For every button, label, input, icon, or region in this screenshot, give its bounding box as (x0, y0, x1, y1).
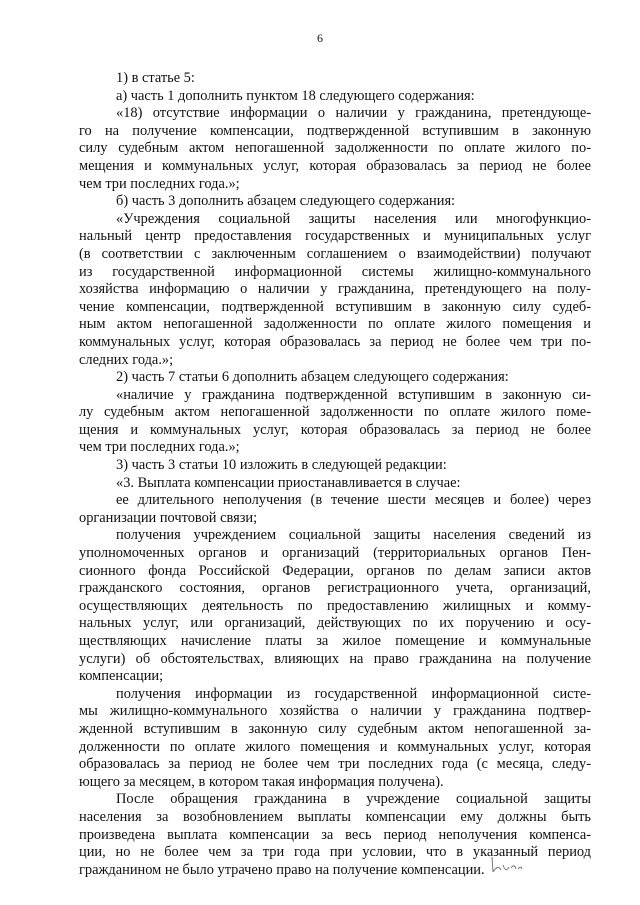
text-line: получения учреждением социальной защиты населения сведений из (116, 527, 591, 544)
text-line: получения информации из государственной информационной систе- (116, 685, 591, 702)
text-line: го на получение компенсации, подтвержденной вступившим в законную (79, 122, 591, 139)
text-line: «Учреждения социальной защиты населения или многофункцио- (116, 210, 591, 227)
text-line: лу судебным актом непогашенной задолженности по оплате жилого поме- (79, 404, 591, 421)
text-line: силу судебным актом непогашенной задолженности по оплате жилого по- (79, 140, 591, 157)
text-line: мы жилищно-коммунального хозяйства о наличии у гражданина подтвер- (79, 703, 591, 720)
text-line: ее длительного неполучения (в течение шести месяцев и более) через (116, 492, 591, 509)
text-line: из государственной информационной системы жилищно-коммунального (79, 263, 591, 280)
text-line: осуществляющих деятельность по предоставлению жилищных и комму- (79, 597, 591, 614)
text-line: жденной вступившим в законную силу судебным актом непогашенной за- (79, 720, 591, 737)
text-line: произведена выплата компенсации за весь период неполучения компенса- (79, 826, 591, 843)
text-line: гражданином не было утрачено право на получение компенсации. (79, 861, 485, 878)
text-line: После обращения гражданина в учреждение социальной защиты (116, 791, 591, 808)
text-line: сионного фонда Российской Федерации, органов по делам записи актов (79, 562, 591, 579)
text-line: б) часть 3 дополнить абзацем следующего содержания: (116, 193, 456, 210)
text-line: уполномоченных органов и организаций (территориальных органов Пен- (79, 545, 591, 562)
text-line: организации почтовой связи; (79, 509, 258, 526)
text-line: компенсации; (79, 668, 164, 685)
text-line: ным актом непогашенной задолженности по оплате жилого помещения и (79, 316, 591, 333)
text-line: мещения и коммунальных услуг, которая образовалась за период не более (79, 157, 591, 174)
document-body (79, 70, 591, 879)
text-line: коммунальных услуг, которая образовалась за период не более чем три по- (79, 333, 591, 350)
text-line: чем три последних года.»; (79, 439, 240, 456)
text-line: услуги) об обстоятельствах, влияющих на право гражданина на получение (79, 650, 591, 667)
text-line: населения за возобновлением выплаты компенсации ему должны быть (79, 808, 591, 825)
text-line: ции, но не более чем за три года при условии, что в указанный период (79, 844, 591, 861)
text-line: 2) часть 7 статьи 6 дополнить абзацем следующего содержания: (116, 369, 509, 386)
text-line: чение компенсации, подтвержденной вступившим в законную силу судеб- (79, 298, 591, 315)
text-line: 3) часть 3 статьи 10 изложить в следующей редакции: (116, 457, 447, 474)
handwritten-initials (488, 853, 528, 875)
text-line: а) часть 1 дополнить пунктом 18 следующего содержания: (116, 87, 475, 104)
text-line: «наличие у гражданина подтвержденной вступившим в законную си- (116, 386, 591, 403)
text-line: щения и коммунальных услуг, которая образовалась за период не более (79, 421, 591, 438)
text-line: следних года.»; (79, 351, 174, 368)
text-line: ществляющих начисление платы за жилое помещение и коммунальные (79, 633, 591, 649)
text-line: 1) в статье 5: (116, 70, 195, 86)
text-line: (в соответствии с заключенным соглашением о взаимодействии) получают (79, 245, 591, 262)
text-line: нальных услуг, или организаций, действующих по их поручению и осу- (79, 615, 591, 632)
text-line: хозяйства информацию о наличии у гражданина, претендующего на полу- (79, 281, 591, 298)
text-line: «3. Выплата компенсации приостанавливается в случае: (116, 474, 461, 491)
text-line: долженности по оплате жилого помещения и коммунальных услуг, которая (79, 738, 591, 755)
page-number: 6 (317, 31, 323, 45)
text-line: нальный центр предоставления государственных и муниципальных услуг (79, 228, 591, 245)
text-line: гражданского состояния, органов регистрационного учета, организаций, (79, 580, 591, 597)
text-line: ющего за месяцем, в котором такая информация получена). (79, 773, 444, 790)
text-line: образовалась за период не более чем три последних года (с месяца, следу- (79, 756, 591, 773)
text-line: чем три последних года.»; (79, 175, 240, 192)
text-line: «18) отсутствие информации о наличии у гражданина, претендующе- (116, 105, 591, 122)
